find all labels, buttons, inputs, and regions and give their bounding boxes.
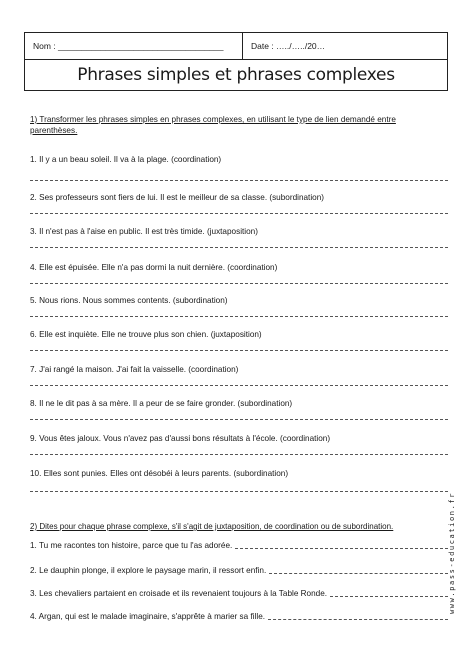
exercise2-answer-blank-2[interactable] (269, 573, 448, 574)
exercise1-question-5: 5. Nous rions. Nous sommes contents. (subordination) (30, 296, 228, 305)
header-box (24, 32, 448, 60)
date-field[interactable]: Date : …../…../20… (251, 41, 326, 51)
exercise2-question-2: 2. Le dauphin plonge, il explore le paysage marin, il ressort enfin. (30, 566, 267, 575)
exercise1-answer-line-9[interactable] (30, 454, 448, 455)
exercise1-answer-line-4[interactable] (30, 283, 448, 284)
exercise2-row-3 (30, 588, 448, 599)
exercise2-row-2 (30, 565, 448, 576)
exercise1-question-2: 2. Ses professeurs sont fiers de lui. Il est le meilleur de sa classe. (subordination) (30, 193, 324, 202)
exercise2-question-3: 3. Les chevaliers partaient en croisade et ils revenaient toujours à la Table Ronde. (30, 589, 328, 598)
exercise1-answer-line-8[interactable] (30, 419, 448, 420)
exercise1-question-7: 7. J'ai rangé la maison. J'ai fait la vaisselle. (coordination) (30, 365, 239, 374)
title-box (24, 60, 448, 91)
exercise1-question-10: 10. Elles sont punies. Elles ont désobéi à leurs parents. (subordination) (30, 469, 289, 478)
site-watermark-text: www.pass-education.fr (448, 491, 457, 614)
exercise1-question-4: 4. Elle est épuisée. Elle n'a pas dormi la nuit dernière. (coordination) (30, 263, 278, 272)
exercise1-answer-line-5[interactable] (30, 316, 448, 317)
exercise2-question-1: 1. Tu me racontes ton histoire, parce que tu l'as adorée. (30, 541, 233, 550)
exercise1-question-9: 9. Vous êtes jaloux. Vous n'avez pas d'aussi bons résultats à l'école. (coordination) (30, 434, 331, 443)
exercise1-question-3: 3. Il n'est pas à l'aise en public. Il est très timide. (juxtaposition) (30, 227, 258, 236)
exercise1-question-6: 6. Elle est inquiète. Elle ne trouve plus son chien. (juxtaposition) (30, 330, 262, 339)
exercise1-answer-line-3[interactable] (30, 247, 448, 248)
exercise2-question-4: 4. Argan, qui est le malade imaginaire, s'apprête à marier sa fille. (30, 612, 266, 621)
exercise2-answer-blank-3[interactable] (330, 596, 448, 597)
exercise1-answer-line-6[interactable] (30, 350, 448, 351)
exercise2-answer-blank-1[interactable] (235, 548, 448, 549)
exercise1-answer-line-7[interactable] (30, 385, 448, 386)
exercise1-answer-line-10[interactable] (30, 491, 448, 492)
exercise2-row-1 (30, 540, 448, 551)
exercise1-answer-line-1[interactable] (30, 180, 448, 181)
page-title: Phrases simples et phrases complexes (77, 65, 395, 85)
name-field[interactable]: Nom : ___________________________________ (25, 33, 243, 59)
section2-instruction: 2) Dites pour chaque phrase complexe, s'il s'agit de juxtaposition, de coordination ou de subordination. (30, 522, 394, 531)
section1-instruction: 1) Transformer les phrases simples en phrases complexes, en utilisant le type de lien demandé entre parenthèses. (30, 115, 396, 135)
exercise2-answer-blank-4[interactable] (268, 619, 448, 620)
exercise1-question-1: 1. Il y a un beau soleil. Il va à la plage. (coordination) (30, 155, 222, 164)
site-watermark (445, 470, 459, 635)
exercise1-question-8: 8. Il ne le dit pas à sa mère. Il a peur de se faire gronder. (subordination) (30, 399, 293, 408)
exercise1-answer-line-2[interactable] (30, 213, 448, 214)
exercise2-row-4 (30, 611, 448, 622)
